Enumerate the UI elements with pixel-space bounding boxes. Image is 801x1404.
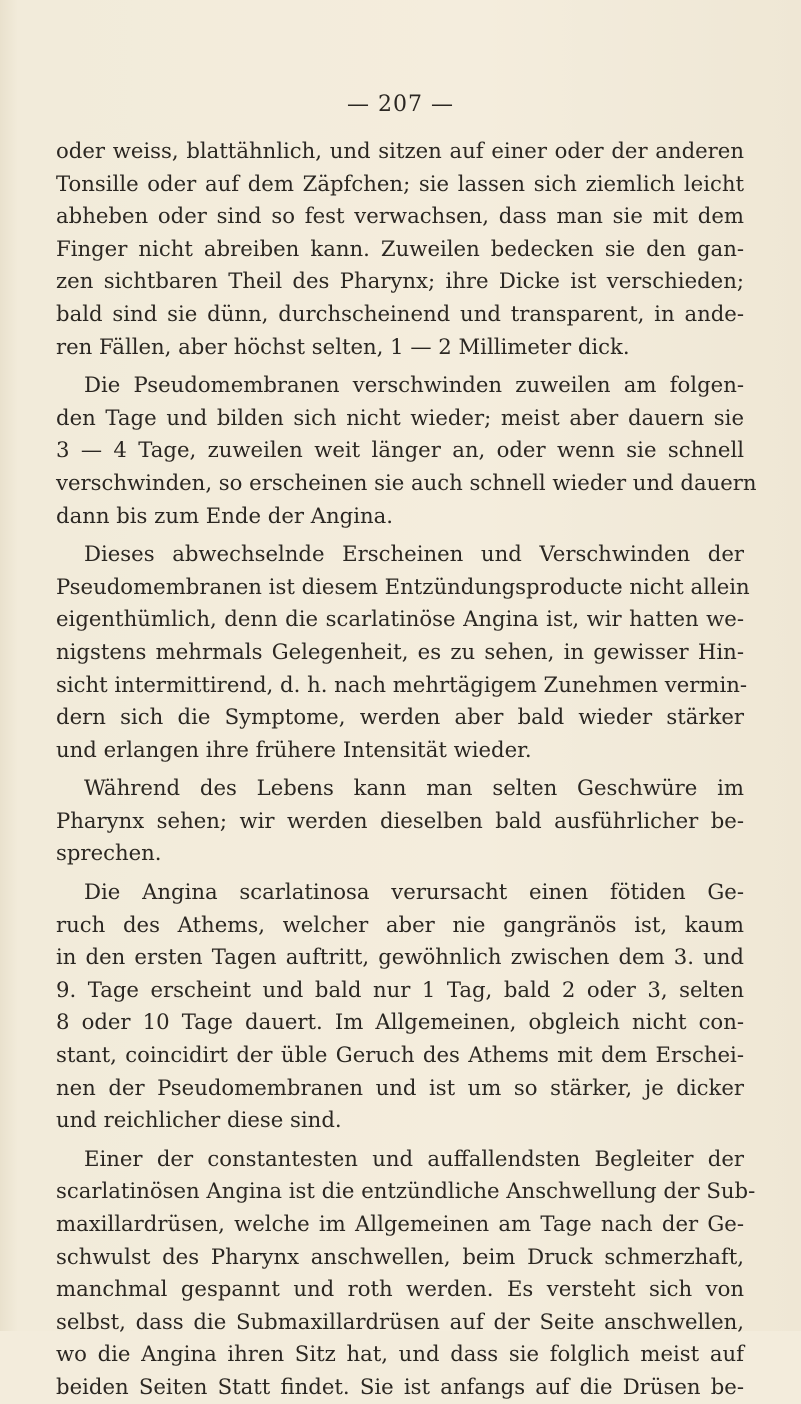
text-line: dern sich die Symptome, werden aber bald wieder stärker (56, 704, 744, 730)
text-line: nigstens mehrmals Gelegenheit, es zu sehen, in gewisser Hin- (56, 638, 744, 664)
text-line: Einer der constantesten und auffallendsten Begleiter der (84, 1145, 744, 1171)
text-line: abheben oder sind so fest verwachsen, dass man sie mit dem (56, 203, 744, 229)
text-line: zen sichtbaren Theil des Pharynx; ihre Dicke ist verschieden; (56, 268, 744, 294)
text-line: verschwinden, so erscheinen sie auch schnell wieder und dauern (56, 469, 757, 495)
text-line: ruch des Athems, welcher aber nie gangränös ist, kaum (56, 911, 744, 937)
text-line: stant, coincidirt der üble Geruch des Athems mit dem Erschei- (56, 1042, 744, 1068)
text-line: und reichlicher diese sind. (56, 1107, 342, 1133)
text-line: ren Fällen, aber höchst selten, 1 — 2 Millimeter dick. (56, 333, 630, 359)
text-line: Die Angina scarlatinosa verursacht einen fötiden Ge- (84, 879, 744, 905)
text-line: Pharynx sehen; wir werden dieselben bald ausführlicher be- (56, 807, 744, 833)
text-line: Während des Lebens kann man selten Geschwüre im (84, 775, 744, 801)
paragraph-4 (56, 772, 744, 870)
text-line: oder weiss, blattähnlich, und sitzen auf einer oder der anderen (56, 138, 744, 163)
text-line: sicht intermittirend, d. h. nach mehrtägigem Zunehmen vermin- (56, 671, 748, 697)
text-line: sprechen. (56, 840, 162, 866)
paragraph-5 (56, 876, 744, 1137)
text-line: 3 — 4 Tage, zuweilen weit länger an, oder wenn sie schnell (56, 437, 744, 463)
text-line: scarlatinösen Angina ist die entzündliche Anschwellung der Sub- (56, 1178, 756, 1204)
text-line: eigenthümlich, denn die scarlatinöse Angina ist, wir hatten we- (56, 606, 744, 632)
text-line: nen der Pseudomembranen und ist um so stärker, je dicker (56, 1074, 744, 1100)
text-line: maxillardrüsen, welche im Allgemeinen am Tage nach der Ge- (56, 1211, 744, 1236)
text-line: bald sind sie dünn, durchscheinend und transparent, in ande- (56, 300, 744, 326)
text-line: beiden Seiten Statt findet. Sie ist anfangs auf die Drüsen be- (56, 1373, 744, 1399)
text-line: selbst, dass die Submaxillardrüsen auf der Seite anschwellen, (56, 1308, 744, 1334)
text-line: Dieses abwechselnde Erscheinen und Verschwinden der (84, 541, 744, 567)
text-line: den Tage und bilden sich nicht wieder; meist aber dauern sie (56, 404, 744, 430)
text-line: Pseudomembranen ist diesem Entzündungsproducte nicht allein (56, 573, 750, 599)
paragraph-3 (56, 538, 750, 766)
text-line: Die Pseudomembranen verschwinden zuweilen am folgen- (84, 372, 744, 398)
text-line: und erlangen ihre frühere Intensität wieder. (56, 736, 532, 762)
paragraph-6 (56, 1143, 756, 1404)
text-line: 9. Tage erscheint und bald nur 1 Tag, bald 2 oder 3, selten (56, 976, 744, 1002)
text-line: Tonsille oder auf dem Zäpfchen; sie lassen sich ziemlich leicht (56, 170, 744, 196)
text-line: dann bis zum Ende der Angina. (56, 502, 394, 528)
paragraph-1 (56, 135, 744, 363)
text-line: 8 oder 10 Tage dauert. Im Allgemeinen, obgleich nicht con- (56, 1009, 744, 1035)
text-line: Finger nicht abreiben kann. Zuweilen bedecken sie den gan- (56, 235, 744, 261)
paragraph-2 (56, 369, 757, 532)
text-line: schwulst des Pharynx anschwellen, beim Druck schmerzhaft, (56, 1243, 744, 1269)
text-line: wo die Angina ihren Sitz hat, und dass sie folglich meist auf (56, 1341, 744, 1367)
page-number: — 207 — (347, 92, 454, 117)
text-line: in den ersten Tagen auftritt, gewöhnlich zwischen dem 3. und (56, 944, 744, 970)
text-line: manchmal gespannt und roth werden. Es versteht sich von (56, 1276, 744, 1302)
body-text (56, 135, 757, 1404)
